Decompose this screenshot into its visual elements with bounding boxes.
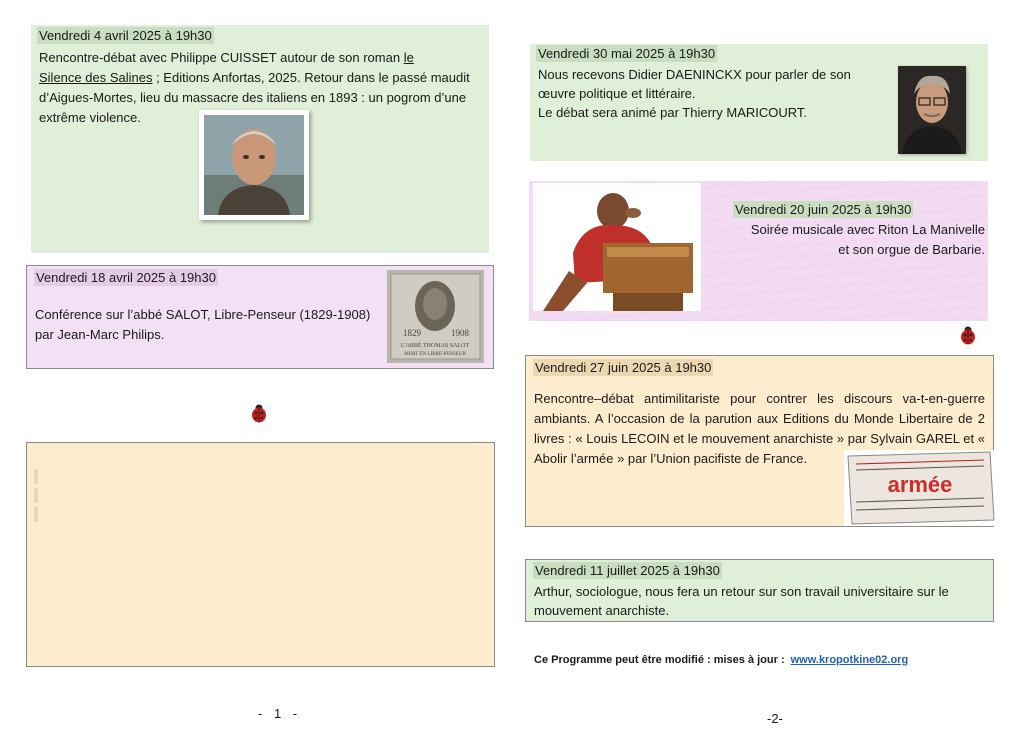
event-card-4-avril [31, 25, 489, 253]
event-date: Vendredi 30 mai 2025 à 19h30 [538, 46, 716, 61]
plaque-subtitle: MORT EN LIBRE-PENSEUR [404, 352, 466, 357]
book-title: Silence des Salines [39, 70, 153, 85]
poster-word: armée [887, 472, 953, 497]
event-description: Rencontre-débat avec Philippe CUISSET autour de son roman le Silence des Salines ; Editions Anfortas, 2025. Retour dans le passé maudit d’Aigues-Mortes, lieu du massacre des italiens en 1893 : un pogrom d’une extrême violence. [39, 50, 470, 125]
page-number-1: - 1 - [258, 706, 302, 721]
event-description: Arthur, sociologue, nous fera un retour sur son travail universitaire sur le mouvement anarchiste. [534, 584, 949, 618]
event-card-18-avril [26, 265, 494, 369]
upl-session-1 [27, 467, 494, 486]
event-date: Vendredi 20 juin 2025 à 19h30 [735, 202, 912, 217]
event-card-20-juin [529, 181, 988, 321]
website-link[interactable]: www.kropotkine02.org [790, 654, 909, 666]
plaque-name: L'ABBÉ THOMAS SALOT [400, 343, 470, 349]
plaque-photo-salot [387, 270, 484, 363]
event-date: Vendredi 18 avril 2025 à 19h30 [36, 270, 216, 285]
event-date: Vendredi 11 juillet 2025 à 19h30 [535, 563, 720, 578]
page-number-2: -2- [767, 711, 783, 726]
upl-session-3 [27, 505, 494, 524]
event-description: Conférence sur l’abbé SALOT, Libre-Penseur (1829-1908) par Jean-Marc Philips. [35, 307, 371, 342]
upl-session-2 [27, 486, 494, 505]
portrait-photo-daeninckx [898, 66, 966, 154]
event-card-30-mai [530, 44, 988, 161]
event-card-27-juin [525, 355, 994, 527]
ladybug-icon [248, 402, 270, 424]
poster-photo-armee [844, 450, 996, 526]
program-note: Ce Programme peut être modifié : mises à jour : www.kropotkine02.org [534, 654, 909, 666]
session-date [34, 469, 38, 484]
musician-photo-riton [533, 183, 701, 311]
event-description: Rencontre–débat antimilitariste pour contrer les discours va-t-en-guerre ambiants. A l’occasion de la parution aux Editions du Monde Libertaire de 2 livres : « Louis LECOIN et le mouvement anarchiste » par Sylvain GAREL et « Abolir l’armée » par l’Union pacifiste de France. [534, 391, 985, 466]
session-date [34, 488, 38, 503]
event-description: Soirée musicale avec Riton La Manivelle et son orgue de Barbarie. [750, 222, 985, 257]
event-date: Vendredi 27 juin 2025 à 19h30 [535, 360, 712, 375]
session-date [34, 507, 38, 522]
book-title-part: le [403, 50, 414, 65]
upl-month-card [26, 442, 495, 667]
event-card-11-juillet [525, 559, 994, 622]
event-description: Nous recevons Didier DAENINCKX pour parler de son œuvre politique et littéraire. Le débat sera animé par Thierry MARICOURT. [538, 67, 851, 120]
plaque-year-death: 1908 [451, 328, 469, 338]
event-date: Vendredi 4 avril 2025 à 19h30 [39, 28, 212, 43]
ladybug-icon [957, 324, 979, 346]
portrait-photo-cuisset [199, 110, 309, 220]
plaque-year-birth: 1829 [403, 328, 421, 338]
